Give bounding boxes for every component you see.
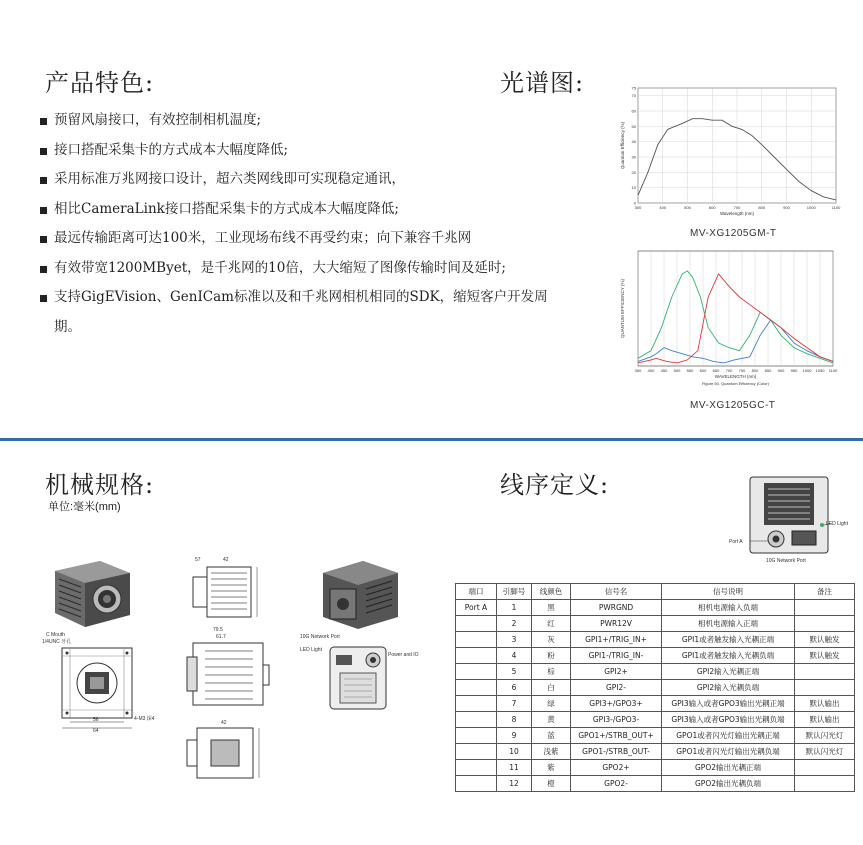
table-cell: 棕 bbox=[532, 664, 571, 680]
led-light-label: LED Light bbox=[300, 647, 322, 653]
series-line-0 bbox=[638, 320, 833, 363]
x-tick-label: 1100 bbox=[828, 368, 838, 373]
x-tick-label: 700 bbox=[725, 368, 733, 373]
table-cell: GPI1或者触发输入光耦正端 bbox=[662, 632, 795, 648]
figure-caption: Figure 50. Quantum Efficiency (Color) bbox=[701, 381, 770, 386]
table-cell bbox=[795, 760, 855, 776]
table-cell: GPI3输入或者GPO3输出光耦负端 bbox=[662, 712, 795, 728]
color-caption: MV-XG1205GC-T bbox=[690, 400, 776, 411]
x-tick-label: 800 bbox=[751, 368, 759, 373]
table-cell: 紫 bbox=[532, 760, 571, 776]
c-mount-label: C Mouth bbox=[46, 632, 65, 638]
table-cell: 6 bbox=[497, 680, 532, 696]
table-row bbox=[456, 760, 855, 776]
x-tick-label: 400 bbox=[647, 368, 655, 373]
table-cell: GPI1+/TRIG_IN+ bbox=[571, 632, 662, 648]
table-cell: 白 bbox=[532, 680, 571, 696]
table-cell bbox=[456, 680, 497, 696]
net-port-label: 10G Network Port bbox=[300, 634, 340, 640]
wiring-table bbox=[455, 583, 855, 792]
table-cell bbox=[456, 712, 497, 728]
table-row bbox=[456, 728, 855, 744]
x-tick-label: 350 bbox=[634, 368, 642, 373]
color-spectrum-chart bbox=[620, 245, 850, 395]
table-cell: 10 bbox=[497, 744, 532, 760]
table-cell: PWR12V bbox=[571, 616, 662, 632]
dim-56: 56 bbox=[93, 717, 99, 723]
table-cell bbox=[795, 664, 855, 680]
section-divider bbox=[0, 438, 863, 441]
table-cell: 3 bbox=[497, 632, 532, 648]
table-cell: Port A bbox=[456, 600, 497, 616]
table-cell: 蓝 bbox=[532, 728, 571, 744]
x-tick-label: 750 bbox=[738, 368, 746, 373]
col-pin: 引脚号 bbox=[497, 584, 532, 600]
power-io-label: Power and IO bbox=[388, 652, 419, 658]
table-cell: 8 bbox=[497, 712, 532, 728]
x-tick-label: 900 bbox=[777, 368, 785, 373]
y-tick-label: 10 bbox=[631, 185, 636, 191]
x-tick-label: 600 bbox=[708, 205, 716, 210]
camera-top-view-drawing bbox=[185, 555, 270, 620]
unit-label: 单位:毫米(mm) bbox=[48, 501, 121, 513]
col-note: 备注 bbox=[795, 584, 855, 600]
x-tick-label: 950 bbox=[790, 368, 798, 373]
table-cell bbox=[795, 776, 855, 792]
features-list bbox=[40, 106, 560, 342]
mechanical-title: 机械规格: bbox=[45, 471, 155, 499]
camera-back-iso-drawing bbox=[318, 553, 403, 633]
mono-caption: MV-XG1205GM-T bbox=[690, 228, 777, 239]
x-axis-label: WAVELENGTH (nm) bbox=[714, 374, 757, 379]
table-cell: 红 bbox=[532, 616, 571, 632]
table-cell: 灰 bbox=[532, 632, 571, 648]
mono-spectrum-chart bbox=[610, 80, 850, 225]
table-cell: 黑 bbox=[532, 600, 571, 616]
network-port-text: 10G Network Port bbox=[766, 558, 806, 564]
feature-item: 最远传输距离可达100米，工业现场布线不再受约束；向下兼容千兆网 bbox=[40, 224, 560, 254]
feature-item: 采用标准万兆网接口设计，超六类网线即可实现稳定通讯， bbox=[40, 165, 560, 195]
table-cell: 黄 bbox=[532, 712, 571, 728]
wiring-title: 线序定义: bbox=[500, 471, 610, 499]
dim-617: 61.7 bbox=[216, 634, 226, 640]
table-row bbox=[456, 600, 855, 616]
table-row bbox=[456, 680, 855, 696]
x-tick-label: 900 bbox=[783, 205, 790, 210]
table-cell: GPI1-/TRIG_IN- bbox=[571, 648, 662, 664]
x-tick-label: 550 bbox=[686, 368, 694, 373]
table-cell: 默认输出 bbox=[795, 712, 855, 728]
table-cell: 11 bbox=[497, 760, 532, 776]
col-port: 端口 bbox=[456, 584, 497, 600]
table-cell: PWRGND bbox=[571, 600, 662, 616]
y-tick-label: 40 bbox=[631, 139, 636, 145]
table-cell: GPI2- bbox=[571, 680, 662, 696]
table-cell: 默认触发 bbox=[795, 632, 855, 648]
table-cell bbox=[456, 648, 497, 664]
table-cell bbox=[795, 680, 855, 696]
x-tick-label: 1000 bbox=[802, 368, 812, 373]
table-row bbox=[456, 632, 855, 648]
feature-item: 有效带宽1200MByet，是千兆网的10倍，大大缩短了图像传输时间及延时; bbox=[40, 254, 560, 284]
table-cell: 1 bbox=[497, 600, 532, 616]
port-a-text: Port A bbox=[729, 539, 743, 545]
x-tick-label: 450 bbox=[660, 368, 668, 373]
table-cell bbox=[456, 728, 497, 744]
table-cell bbox=[456, 632, 497, 648]
led-light-text: LED Light bbox=[826, 521, 848, 527]
camera-back-panel-drawing bbox=[300, 633, 419, 713]
camera-front-iso-drawing bbox=[45, 553, 135, 633]
table-row bbox=[456, 616, 855, 632]
wiring-table-header bbox=[456, 584, 855, 600]
table-cell: 4 bbox=[497, 648, 532, 664]
table-cell: GPI3输入或者GPO3输出光耦正端 bbox=[662, 696, 795, 712]
screw-b-label: 4-M3 深4 bbox=[134, 716, 155, 722]
table-cell: GPO2- bbox=[571, 776, 662, 792]
connector-diagram bbox=[728, 473, 858, 573]
table-cell: 默认触发 bbox=[795, 648, 855, 664]
y-tick-label: 50 bbox=[631, 123, 636, 129]
table-cell: 9 bbox=[497, 728, 532, 744]
feature-item: 支持GigEVision、GenICam标准以及和千兆网相机相同的SDK，缩短客户开发周期。 bbox=[40, 283, 560, 342]
table-cell: 橙 bbox=[532, 776, 571, 792]
table-cell: 默认输出 bbox=[795, 696, 855, 712]
spectrum-title: 光谱图: bbox=[500, 69, 585, 97]
table-cell: 浅紫 bbox=[532, 744, 571, 760]
dim-64: 64 bbox=[93, 728, 99, 734]
table-cell: GPO1或者闪光灯输出光耦正端 bbox=[662, 728, 795, 744]
table-cell: GPI3-/GPO3- bbox=[571, 712, 662, 728]
table-cell bbox=[456, 744, 497, 760]
x-tick-label: 800 bbox=[758, 205, 766, 210]
y-tick-label: 30 bbox=[631, 154, 636, 160]
dim-795: 79.5 bbox=[213, 627, 223, 633]
feature-item: 相比CameraLink接口搭配采集卡的方式成本大幅度降低; bbox=[40, 195, 560, 225]
x-tick-label: 400 bbox=[659, 205, 667, 210]
camera-side-view-drawing bbox=[183, 625, 273, 715]
x-axis-label: Wavelength (nm) bbox=[719, 211, 755, 216]
features-title: 产品特色: bbox=[45, 69, 155, 97]
table-cell bbox=[456, 616, 497, 632]
table-cell: 绿 bbox=[532, 696, 571, 712]
table-cell: 7 bbox=[497, 696, 532, 712]
table-cell bbox=[456, 760, 497, 776]
y-tick-label: 70 bbox=[631, 93, 636, 99]
col-signal: 信号名 bbox=[571, 584, 662, 600]
table-cell: 相机电源输入负端 bbox=[662, 600, 795, 616]
table-cell: 2 bbox=[497, 616, 532, 632]
table-cell: GPO2+ bbox=[571, 760, 662, 776]
y-axis-label: QUANTUM EFFICIENCY (%) bbox=[620, 279, 625, 338]
feature-item: 接口搭配采集卡的方式成本大幅度降低; bbox=[40, 136, 560, 166]
y-tick-label: 0 bbox=[633, 200, 636, 206]
table-cell bbox=[456, 664, 497, 680]
table-cell: GPI2输入光耦正端 bbox=[662, 664, 795, 680]
feature-item: 预留风扇接口，有效控制相机温度; bbox=[40, 106, 560, 136]
camera-front-view-drawing bbox=[40, 628, 160, 733]
table-cell: GPO1+/STRB_OUT+ bbox=[571, 728, 662, 744]
dim-42-bottom: 42 bbox=[221, 720, 227, 726]
table-cell bbox=[456, 696, 497, 712]
x-tick-label: 1100 bbox=[831, 205, 841, 210]
table-cell: GPO1-/STRB_OUT- bbox=[571, 744, 662, 760]
screw-a-label: 1/4UNC 牙孔 bbox=[42, 639, 72, 645]
x-tick-label: 650 bbox=[712, 368, 720, 373]
table-cell bbox=[795, 616, 855, 632]
table-row bbox=[456, 744, 855, 760]
table-cell: 相机电源输入正端 bbox=[662, 616, 795, 632]
x-tick-label: 300 bbox=[634, 205, 642, 210]
x-tick-label: 1050 bbox=[815, 368, 825, 373]
table-row bbox=[456, 776, 855, 792]
table-row bbox=[456, 664, 855, 680]
table-cell: GPI2输入光耦负端 bbox=[662, 680, 795, 696]
y-tick-label: 75 bbox=[631, 85, 636, 91]
table-cell: 粉 bbox=[532, 648, 571, 664]
y-tick-label: 20 bbox=[631, 169, 636, 175]
table-cell: GPI2+ bbox=[571, 664, 662, 680]
dim-57: 57 bbox=[195, 557, 201, 563]
x-tick-label: 700 bbox=[733, 205, 741, 210]
table-cell: GPI3+/GPO3+ bbox=[571, 696, 662, 712]
table-cell: GPO2输出光耦负端 bbox=[662, 776, 795, 792]
table-row bbox=[456, 696, 855, 712]
table-cell: 12 bbox=[497, 776, 532, 792]
table-cell bbox=[456, 776, 497, 792]
table-cell: 默认闪光灯 bbox=[795, 744, 855, 760]
table-row bbox=[456, 712, 855, 728]
col-desc: 信号说明 bbox=[662, 584, 795, 600]
col-color: 线颜色 bbox=[532, 584, 571, 600]
table-cell bbox=[795, 600, 855, 616]
y-tick-label: 60 bbox=[631, 108, 636, 114]
table-cell: GPO1或者闪光灯输出光耦负端 bbox=[662, 744, 795, 760]
dim-42-top: 42 bbox=[223, 557, 229, 563]
camera-bottom-view-drawing bbox=[183, 718, 273, 783]
table-cell: GPO2输出光耦正端 bbox=[662, 760, 795, 776]
x-tick-label: 600 bbox=[699, 368, 707, 373]
table-row bbox=[456, 648, 855, 664]
x-tick-label: 1000 bbox=[806, 205, 816, 210]
table-cell: 默认闪光灯 bbox=[795, 728, 855, 744]
x-tick-label: 500 bbox=[684, 205, 691, 210]
x-tick-label: 500 bbox=[673, 368, 681, 373]
y-axis-label: Quantum Efficiency (%) bbox=[620, 121, 625, 170]
x-tick-label: 850 bbox=[764, 368, 772, 373]
table-cell: 5 bbox=[497, 664, 532, 680]
table-cell: GPI1或者触发输入光耦负端 bbox=[662, 648, 795, 664]
